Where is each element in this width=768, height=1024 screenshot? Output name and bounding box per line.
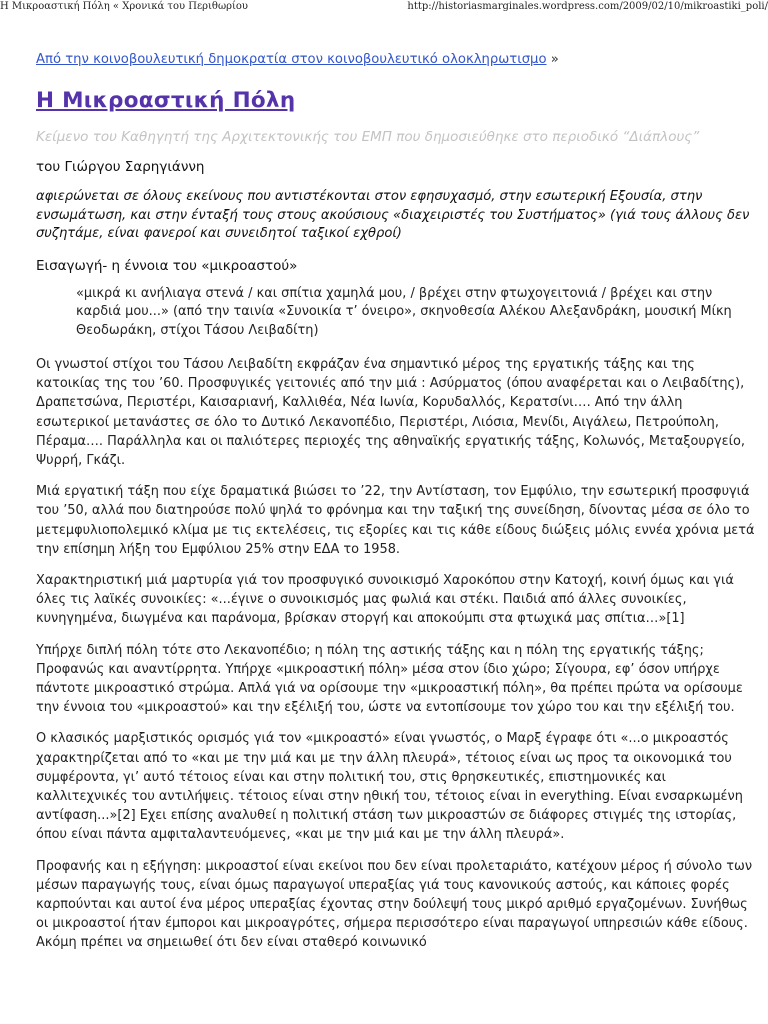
post-author: του Γιώργου Σαρηγιάννη [36, 159, 205, 175]
paragraph: Υπήρχε διπλή πόλη τότε στο Λεκανοπέδιο; η πόλη της αστικής τάξης και η πόλη της εργατικής τάξης; Προφανώς και αναντίρρητα. Υπήρχε «μικροαστική πόλη» μέσα στον ίδιο χώρο; Σίγουρα, εφ’ όσον υπήρχε πάντοτε μικροαστικό στρώμα. Απλά γιά να ορίσουμε την «μικροαστική πόλη», θα πρέπει πρώτα να ορίσουμε την έννοια του «μικροαστού» και την εξέλιξή του, ώστε να εντοπίσουμε τον χώρο του και την εξέλιξή του. [36, 642, 743, 716]
print-header [0, 0, 768, 14]
post-dedication: αφιερώνεται σε όλους εκείνους που αντιστέκονται στον εφησυχασμό, στην εσωτερική Εξουσία, στην ενσωμάτωση, και στην ένταξή τους στους ακούσιους «διαχειριστές του Συστήματος» (γιά τους άλλους δεν συζητάμε, είναι φανεροί και συνειδητοί ταξικοί εχθροί) [36, 189, 750, 241]
paragraph: Οι γνωστοί στίχοι του Τάσου Λειβαδίτη εκφράζαν ένα σημαντικό μέρος της εργατικής τάξης και της κατοικίας της του ’60. Προσφυγικές γειτονιές από την μιά : Ασύρματος (όπου αναφέρεται και ο Λειβαδίτης), Δραπετσώνα, Περιστέρι, Καισαριανή, Καλλιθέα, Νέα Ιωνία, Κορυδαλλός, Κερατσίνι…. Από την άλλη εσωτερικοί μετανάστες σε όλο το Δυτικό Λεκανοπέδιο, Περιστέρι, Λιόσια, Μενίδι, Αιγάλεω, Πετρούπολη, Πέραμα…. Παράλληλα και οι παλιότερες περιοχές της αθηναϊκής εργατικής τάξης, Κολωνός, Μεταξουργείο, Ψυρρή, Γκάζι. [36, 357, 745, 469]
post-title[interactable]: Η Μικροαστική Πόλη [36, 88, 296, 113]
nav-separator: » [550, 52, 559, 67]
print-header-page-title: Η Μικροαστική Πόλη « Χρονικά του Περιθωρίου [0, 1, 248, 12]
post-navigation [36, 50, 756, 70]
post-content [36, 50, 756, 953]
block-quote: «μικρά κι ανήλιαγα στενά / και σπίτια χαμηλά μου, / βρέχει στην φτωχογειτονιά / βρέχει και στην καρδιά μου...» (από την ταινία «Συνοικία τ’ όνειρο», σκηνοθεσία Αλέκου Αλεξανδράκη, μουσική Μίκη Θεοδωράκη, στίχοι Τάσου Λειβαδίτη) [76, 285, 732, 338]
print-header-url: http://historiasmarginales.wordpress.com/2009/02/10/mikroastiki_poli/ [407, 1, 768, 12]
paragraph: Χαρακτηριστική μιά μαρτυρία γιά τον προσφυγικό συνοικισμό Χαροκόπου στην Κατοχή, κοινή όμως και γιά όλες τις λαϊκές συνοικίες: «...έγινε ο συνοικισμός μας φωλιά και στέκι. Παιδιά από άλλες συνοικίες, κυνηγημένα, διωγμένα και παράνομα, βρίσκαν στοργή και αποκούμπι στα φτωχικά μας σπίτια…»[1] [36, 573, 734, 627]
paragraph: Μιά εργατική τάξη που είχε δραματικά βιώσει το ’22, την Αντίσταση, τον Εμφύλιο, την εσωτερική προσφυγιά του ’50, αλλά που διατηρούσε πολύ ψηλά το φρόνημα και την ταξική της συνείδηση, δίνοντας μέσα σε όλο το μετεμφυλιοπολεμικό κλίμα με τις εκτελέσεις, τις εξορίες και τις κάθε είδους διώξεις μόλις εννέα χρόνια μετά την επίσημη λήξη του Εμφύλιου 25% στην ΕΔΑ το 1958. [36, 484, 755, 557]
previous-post-link[interactable]: Από την κοινοβουλευτική δημοκρατία στον κοινοβουλευτικό ολοκληρωτισμο [36, 52, 547, 67]
section-heading: Εισαγωγή- η έννοια του «μικροαστού» [36, 257, 298, 274]
paragraph: Προφανής και η εξήγηση: μικροαστοί είναι εκείνοι που δεν είναι προλεταριάτο, κατέχουν μέρος ή σύνολο των μέσων παραγωγής τους, είναι όμως παραγωγοί υπεραξίας γιά τους κανονικούς αστούς, και κάποιες φορές καρπούνται και αυτοί ένα μέρος υπεραξίας έχοντας στην δούλεψή τους μικρό αριθμό εργαζομένων. Συνήθως οι μικροαστοί ήταν έμποροι και μικροαγρότες, σήμερα περισσότερο είναι παραγωγοί υπηρεσιών κάθε είδους. Ακόμη πρέπει να σημειωθεί ότι δεν είναι σταθερό κοινωνικό [36, 858, 753, 951]
paragraph: Ο κλασικός μαρξιστικός ορισμός γιά τον «μικροαστό» είναι γνωστός, ο Μαρξ έγραφε ότι «...ο μικροαστός χαρακτηρίζεται από το «και με την μιά και με την άλλη πλευρά», τέτοιος είναι ως προς τα οικονομικά του συμφέροντα, γι’ αυτό τέτοιος είναι και στην πολιτική του, στις θρησκευτικές, επιστημονικές και καλλιτεχνικές του αντιλήψεις. τέτοιος είναι στην ηθική του, τέτοιος είναι in everything. Είναι ενσαρκωμένη αντίφαση...»[2] Εχει επίσης αναλυθεί η πολιτική στάση των μικροαστών σε διάφορες στιγμές της ιστορίας, όπου είναι πάντα αμφιταλαντευόμενες, «και με την μιά και με την άλλη πλευρά». [36, 731, 743, 843]
post-subtitle: Κείμενο του Καθηγητή της Αρχιτεκτονικής του ΕΜΠ που δημοσιεύθηκε στο περιοδικό “Διάπλους” [36, 129, 700, 145]
